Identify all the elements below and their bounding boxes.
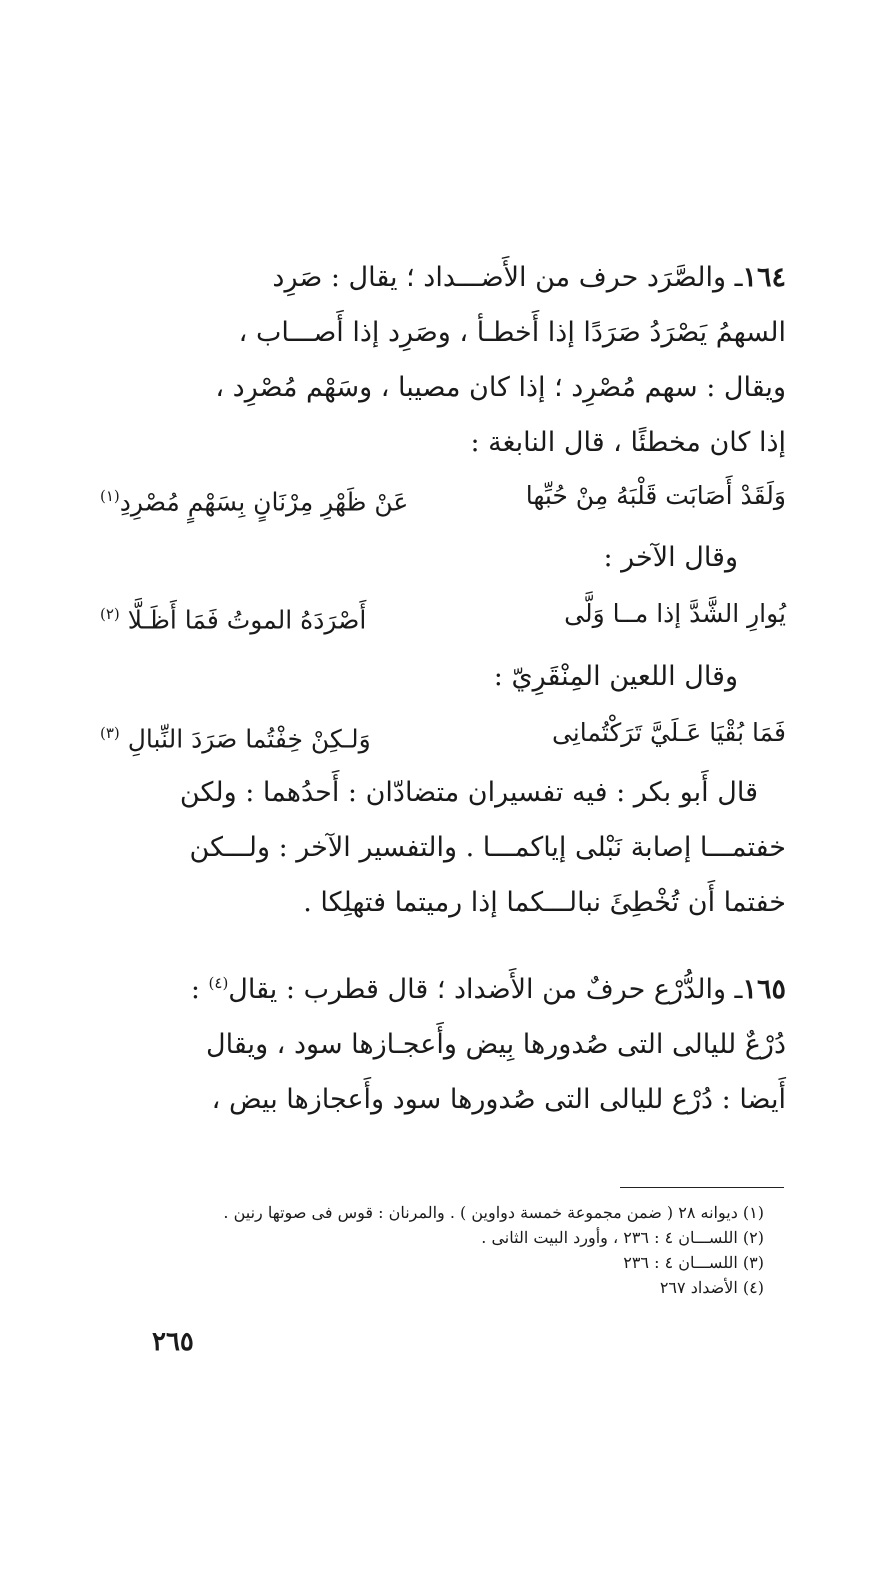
verse-1-second-hemistich bbox=[100, 470, 408, 528]
entry-165-line-3: أَيضا : دُرْع لليالى التى صُدورها سود وأَعجازها بيض ، bbox=[211, 1083, 786, 1115]
footnote-1: (١) ديوانه ٢٨ ( ضمن مجموعة خمسة دواوين ) . والمرنان : قوس فى صوتها رنين . bbox=[223, 1203, 764, 1222]
entry-164-line-1 bbox=[100, 250, 786, 305]
entry-165-line-2: دُرْعٌ لليالى التى صُدورها بِيض وأَعجـازها سود ، ويقال bbox=[206, 1028, 786, 1060]
entry-165-number: ١٦٥ bbox=[742, 973, 786, 1005]
footnote-ref-1: (١) bbox=[100, 487, 120, 505]
verse-3-second-hemistich bbox=[100, 707, 371, 765]
main-text bbox=[100, 250, 786, 1127]
entry-165-line-1-text: ـ والدُّرْع حرفٌ من الأَضداد ؛ قال قطرب : يقال bbox=[228, 973, 743, 1005]
entry-164-line-3: ويقال : سهم مُصْرِد ؛ إذا كان مصيبا ، وسَهْم مُصْرِد ، bbox=[215, 372, 786, 403]
verse-1-first-hemistich: وَلَقَدْ أَصَابَت قَلْبَهُ مِنْ حُبِّها bbox=[525, 481, 786, 510]
verse-3-second-text: وَلـكِنْ خِفْتُما صَرَدَ النِّبالِ bbox=[127, 723, 371, 753]
entry-164-line-4: إذا كان مخطئًا ، قال النابغة : bbox=[470, 427, 786, 458]
footnote-2: (٢) اللســـان ٤ : ٢٣٦ ، وأورد البيت الثانى . bbox=[481, 1228, 764, 1247]
intro-al-lain: وقال اللعين المِنْقَرِيّ : bbox=[493, 660, 738, 692]
page-number: ٢٦٥ bbox=[152, 1327, 194, 1357]
footnote-divider bbox=[620, 1187, 784, 1188]
entry-164-number: ١٦٤ bbox=[742, 262, 786, 293]
verse-3 bbox=[100, 707, 786, 765]
footnote-4: (٤) الأضداد ٢٦٧ bbox=[659, 1278, 764, 1297]
verse-1-second-text: عَنْ ظَهْرِ مِرْنَانٍ بِسَهْمٍ مُصْرِدِ bbox=[119, 487, 409, 517]
verse-3-first-hemistich: فَمَا بُقْيَا عَـلَيَّ تَرَكْتُمانِى bbox=[551, 717, 786, 747]
footnote-ref-3: (٣) bbox=[100, 723, 120, 742]
verse-2-second-hemistich bbox=[100, 588, 366, 646]
intro-another-poet: وقال الآخر : bbox=[603, 542, 738, 574]
verse-2 bbox=[100, 588, 786, 646]
entry-165-colon: : bbox=[190, 973, 209, 1005]
footnote-3: (٣) اللســـان ٤ : ٢٣٦ bbox=[623, 1253, 764, 1272]
entry-164-line-2: السهمُ يَصْرَدُ صَرَدًا إذا أَخطـأ ، وصَرِد إذا أَصـــاب ، bbox=[238, 317, 786, 348]
verse-1 bbox=[100, 470, 786, 528]
verse-2-first-hemistich: يُوارِ الشَّدَّ إذا مــا وَلَّى bbox=[564, 599, 786, 629]
commentary-line-3: خفتما أَن تُخْطِئَ نبالـــكما إذا رميتما فتهلِكا . bbox=[303, 886, 786, 918]
commentary-line-2: خفتمـــا إصابة نَبْلى إياكمـــا . والتفسير الآخر : ولـــكن bbox=[189, 831, 786, 863]
footnotes bbox=[100, 1200, 764, 1300]
entry-165-line-1 bbox=[100, 956, 786, 1017]
footnote-ref-2: (٢) bbox=[100, 605, 120, 624]
entry-gap bbox=[100, 930, 786, 956]
entry-164-line-1-text: ـ والصَّرَد حرف من الأَضـــداد ؛ يقال : صَرِد bbox=[272, 262, 743, 293]
footnote-ref-4: (٤) bbox=[208, 973, 229, 992]
verse-2-second-text: أَصْرَدَهُ الموتُ فَمَا أَظَـلَّا bbox=[127, 605, 367, 635]
commentary-line-1: قال أَبو بكر : فيه تفسيران متضادّان : أَحدُهما : ولكن bbox=[179, 776, 758, 808]
